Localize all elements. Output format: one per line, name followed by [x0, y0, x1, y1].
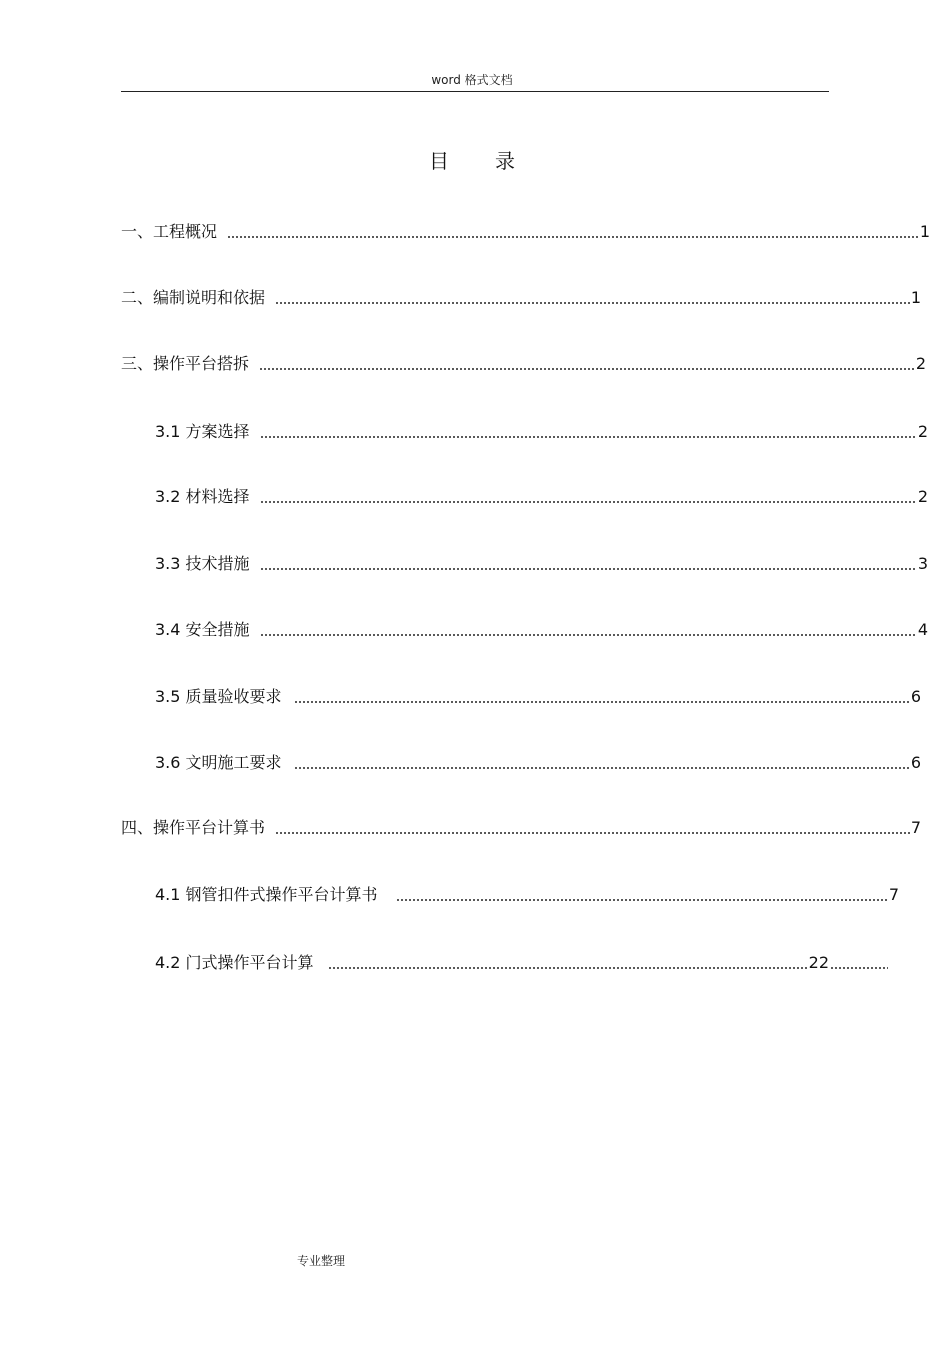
toc-entry[interactable]	[155, 752, 921, 774]
toc-entry[interactable]	[155, 421, 928, 443]
toc-entry[interactable]	[121, 221, 930, 243]
toc-entry-label: 三、操作平台搭拆	[121, 354, 250, 373]
header-divider	[121, 91, 829, 92]
page-footer: 专业整理	[297, 1254, 346, 1268]
toc-entry[interactable]	[155, 486, 928, 508]
toc-entry-page: 7	[910, 818, 921, 837]
toc-leader-dots	[328, 966, 808, 970]
toc-entry-page: 7	[888, 885, 899, 904]
toc-entry-label: 3.2 材料选择	[155, 487, 250, 506]
toc-entry-page: 6	[910, 687, 921, 706]
toc-entry-label: 二、编制说明和依据	[121, 288, 266, 307]
page-header: word 格式文档	[431, 73, 513, 87]
toc-entry[interactable]	[155, 686, 921, 708]
toc-entry-page: 2	[917, 422, 928, 441]
toc-leader-dots	[294, 700, 910, 704]
toc-leader-dots	[830, 966, 888, 970]
toc-leader-dots	[260, 435, 917, 439]
toc-entry-label: 4.1 钢管扣件式操作平台计算书	[155, 885, 378, 904]
toc-leader-dots	[259, 367, 915, 371]
toc-entry[interactable]	[155, 553, 928, 575]
toc-entry-label: 3.6 文明施工要求	[155, 753, 282, 772]
toc-entry[interactable]	[155, 884, 899, 906]
toc-leader-dots	[275, 831, 910, 835]
toc-entry-page: 2	[915, 354, 926, 373]
toc-leader-dots	[260, 500, 917, 504]
toc-entry[interactable]	[155, 619, 928, 641]
toc-entry-label: 3.3 技术措施	[155, 554, 250, 573]
toc-entry[interactable]	[121, 353, 926, 375]
toc-entry[interactable]	[121, 287, 921, 309]
toc-entry-label: 四、操作平台计算书	[121, 818, 266, 837]
toc-entry[interactable]	[155, 952, 829, 974]
toc-leader-dots	[260, 567, 917, 571]
toc-entry-page: 2	[917, 487, 928, 506]
toc-entry-page: 3	[917, 554, 928, 573]
toc-leader-dots	[227, 235, 919, 239]
toc-entry-label: 3.5 质量验收要求	[155, 687, 282, 706]
toc-entry-label: 一、工程概况	[121, 222, 218, 241]
toc-entry-page: 1	[910, 288, 921, 307]
toc-leader-dots	[275, 301, 910, 305]
toc-entry-page: 22	[808, 953, 829, 972]
toc-leader-dots	[294, 766, 910, 770]
toc-entry-label: 3.1 方案选择	[155, 422, 250, 441]
toc-leader-dots	[260, 633, 917, 637]
toc-entry[interactable]	[121, 817, 921, 839]
toc-entry-label: 3.4 安全措施	[155, 620, 250, 639]
toc-entry-page: 6	[910, 753, 921, 772]
toc-leader-dots	[396, 898, 888, 902]
toc-entry-page: 4	[917, 620, 928, 639]
toc-entry-label: 4.2 门式操作平台计算	[155, 953, 314, 972]
toc-entry-page: 1	[919, 222, 930, 241]
toc-title: 目录	[429, 149, 561, 173]
